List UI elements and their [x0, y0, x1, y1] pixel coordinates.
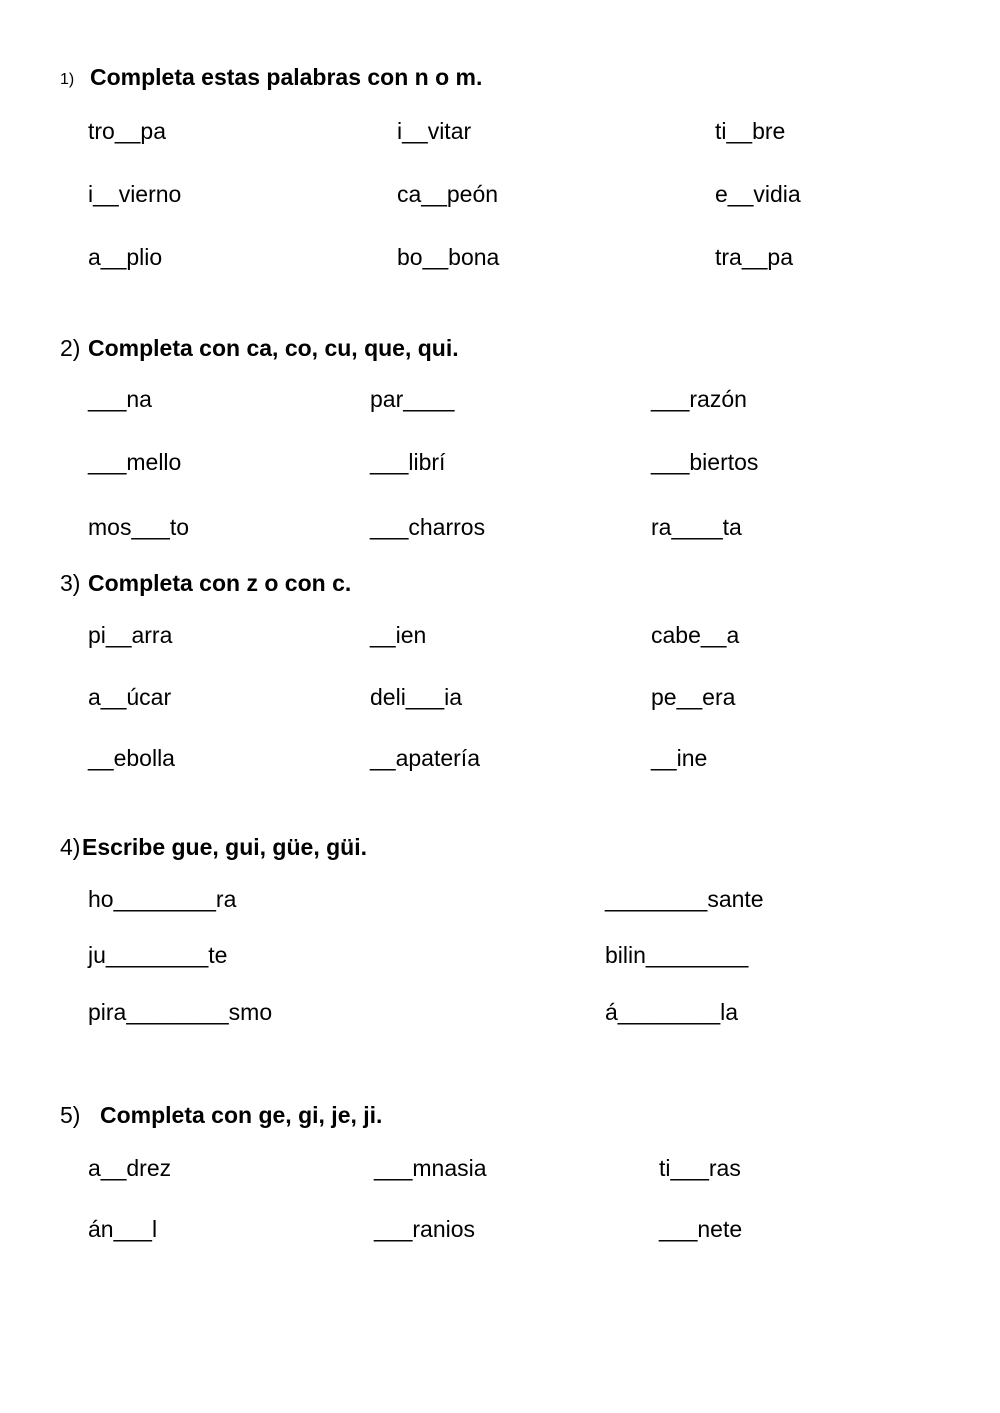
exercise-item: pira________smo — [88, 999, 273, 1025]
exercise-item: ___razón — [651, 386, 747, 412]
exercise-item: ___mello — [88, 449, 182, 475]
exercise-item: tro__pa — [88, 118, 167, 144]
section-2-title: Completa con ca, co, cu, que, qui. — [88, 335, 459, 361]
section-1-title: Completa estas palabras con n o m. — [90, 64, 483, 90]
section-3-title: Completa con z o con c. — [88, 570, 352, 596]
section-5-number: 5) — [60, 1102, 81, 1128]
exercise-item: deli___ia — [370, 684, 463, 710]
exercise-item: __ien — [370, 622, 427, 648]
exercise-item: ti___ras — [659, 1155, 741, 1181]
exercise-item: ___nete — [659, 1216, 743, 1242]
section-3-number: 3) — [60, 570, 81, 596]
exercise-item: __ine — [651, 745, 708, 771]
exercise-item: ju________te — [88, 942, 228, 968]
exercise-item: __apatería — [370, 745, 480, 771]
section-2-number: 2) — [60, 335, 81, 361]
exercise-item: án___l — [88, 1216, 158, 1242]
section-4-number: 4) — [60, 834, 81, 860]
exercise-item: bilin________ — [605, 942, 749, 968]
exercise-item: pi__arra — [88, 622, 173, 648]
exercise-item: cabe__a — [651, 622, 740, 648]
exercise-item: ca__peón — [397, 181, 499, 207]
exercise-item: ___na — [88, 386, 152, 412]
exercise-item: ___librí — [370, 449, 446, 475]
exercise-item: a__úcar — [88, 684, 172, 710]
exercise-item: ___ranios — [374, 1216, 476, 1242]
exercise-item: ________sante — [605, 886, 764, 912]
exercise-item: pe__era — [651, 684, 736, 710]
exercise-item: bo__bona — [397, 244, 500, 270]
section-1-number: 1) — [60, 71, 75, 88]
exercise-item: ho________ra — [88, 886, 237, 912]
exercise-item: á________la — [605, 999, 739, 1025]
exercise-item: ___mnasia — [374, 1155, 487, 1181]
exercise-item: tra__pa — [715, 244, 794, 270]
exercise-item: ___charros — [370, 514, 486, 540]
exercise-item: ___biertos — [651, 449, 759, 475]
exercise-item: ti__bre — [715, 118, 786, 144]
exercise-item: i__vitar — [397, 118, 472, 144]
exercise-item: ra____ta — [651, 514, 742, 540]
exercise-item: par____ — [370, 386, 455, 412]
exercise-item: a__plio — [88, 244, 163, 270]
section-5-title: Completa con ge, gi, je, ji. — [100, 1102, 383, 1128]
section-4-title: Escribe gue, gui, güe, güi. — [82, 834, 367, 860]
exercise-item: a__drez — [88, 1155, 172, 1181]
exercise-item: e__vidia — [715, 181, 801, 207]
exercise-item: mos___to — [88, 514, 190, 540]
exercise-item: __ebolla — [88, 745, 175, 771]
exercise-item: i__vierno — [88, 181, 182, 207]
